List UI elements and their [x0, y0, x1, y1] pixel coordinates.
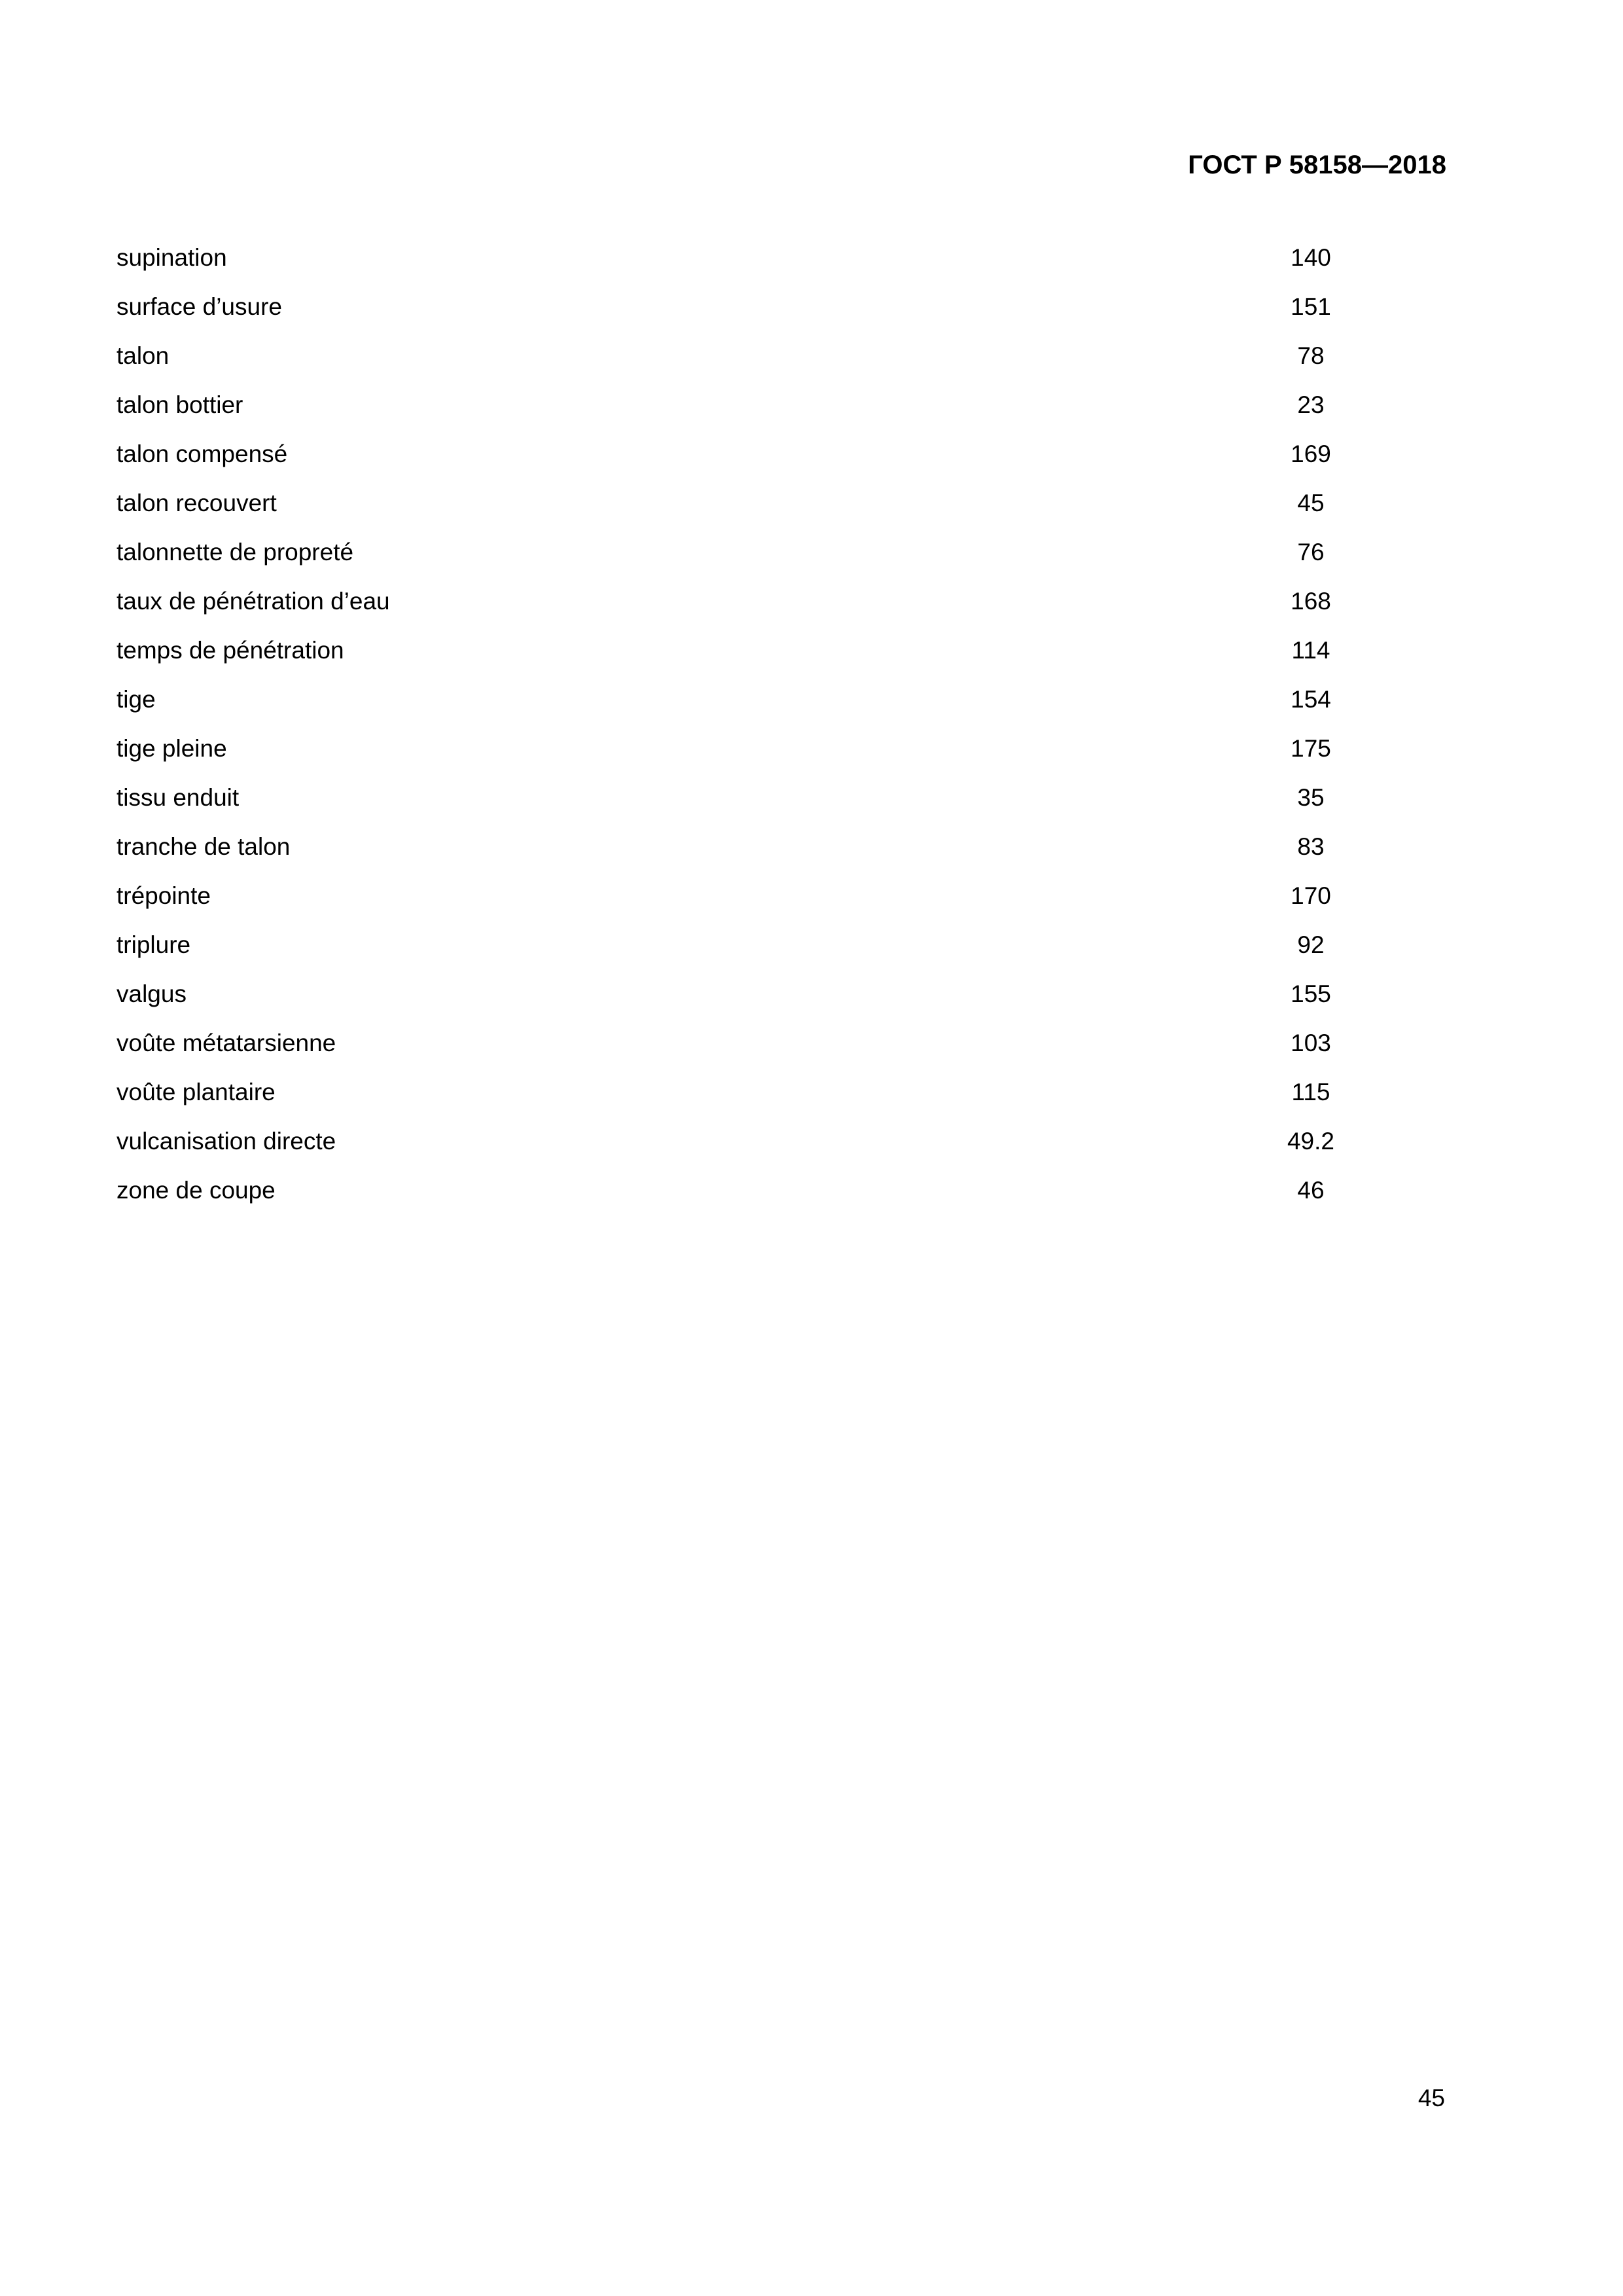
- index-ref: 23: [1297, 391, 1325, 418]
- index-entry: [116, 287, 1393, 336]
- index-entry: [116, 778, 1393, 827]
- index-entry: [116, 238, 1393, 287]
- index-ref: 35: [1297, 784, 1325, 811]
- index-ref: 103: [1291, 1030, 1331, 1056]
- index-entry: [116, 925, 1393, 975]
- index-entry: [116, 827, 1393, 876]
- index-ref: 169: [1291, 440, 1331, 467]
- index-term: voûte plantaire: [116, 1079, 276, 1105]
- index-entry: [116, 1122, 1393, 1171]
- index-ref: 154: [1291, 686, 1331, 713]
- index-entry: [116, 435, 1393, 484]
- index-ref: 78: [1297, 342, 1325, 369]
- index-ref: 46: [1297, 1177, 1325, 1204]
- index-entry: [116, 386, 1393, 435]
- index-ref: 92: [1297, 931, 1325, 958]
- index-term: taux de pénétration d’eau: [116, 588, 390, 615]
- index-ref: 140: [1291, 244, 1331, 271]
- index-ref: 170: [1291, 882, 1331, 909]
- index-term: triplure: [116, 931, 191, 958]
- page-number: 45: [1418, 2085, 1445, 2111]
- index-entry: [116, 1024, 1393, 1073]
- index-term: tranche de talon: [116, 833, 291, 860]
- index-ref: 155: [1291, 980, 1331, 1007]
- index-term: supination: [116, 244, 227, 271]
- index-term: tissu enduit: [116, 784, 240, 811]
- index-entry: [116, 1073, 1393, 1122]
- index-ref: 115: [1291, 1079, 1330, 1105]
- index-term: surface d’usure: [116, 293, 282, 320]
- index-entry: [116, 680, 1393, 729]
- index-term: voûte métatarsienne: [116, 1030, 336, 1056]
- index-entry: [116, 1171, 1393, 1220]
- index-ref: 49.2: [1287, 1128, 1334, 1155]
- index-term: talon recouvert: [116, 490, 277, 516]
- index-entry: [116, 876, 1393, 925]
- index-term: tige pleine: [116, 735, 227, 762]
- index-entry: [116, 336, 1393, 386]
- index-term: talonnette de propreté: [116, 539, 354, 565]
- index-ref: 168: [1291, 588, 1331, 615]
- index-entry: [116, 631, 1393, 680]
- index-entry: [116, 533, 1393, 582]
- index-ref: 175: [1291, 735, 1331, 762]
- index-ref: 76: [1297, 539, 1325, 565]
- index-term: tige: [116, 686, 156, 713]
- index-term: zone de coupe: [116, 1177, 276, 1204]
- index-term: vulcanisation directe: [116, 1128, 336, 1155]
- index-ref: 83: [1297, 833, 1325, 860]
- index-list: [116, 238, 1393, 1220]
- index-term: valgus: [116, 980, 187, 1007]
- index-term: talon bottier: [116, 391, 243, 418]
- index-entry: [116, 582, 1393, 631]
- index-ref: 114: [1291, 637, 1330, 664]
- index-term: talon: [116, 342, 169, 369]
- index-term: talon compensé: [116, 440, 288, 467]
- index-entry: [116, 729, 1393, 778]
- index-term: temps de pénétration: [116, 637, 344, 664]
- document-code: ГОСТ Р 58158—2018: [1188, 151, 1446, 179]
- index-ref: 151: [1291, 293, 1331, 320]
- index-ref: 45: [1297, 490, 1325, 516]
- index-entry: [116, 484, 1393, 533]
- index-term: trépointe: [116, 882, 211, 909]
- index-entry: [116, 975, 1393, 1024]
